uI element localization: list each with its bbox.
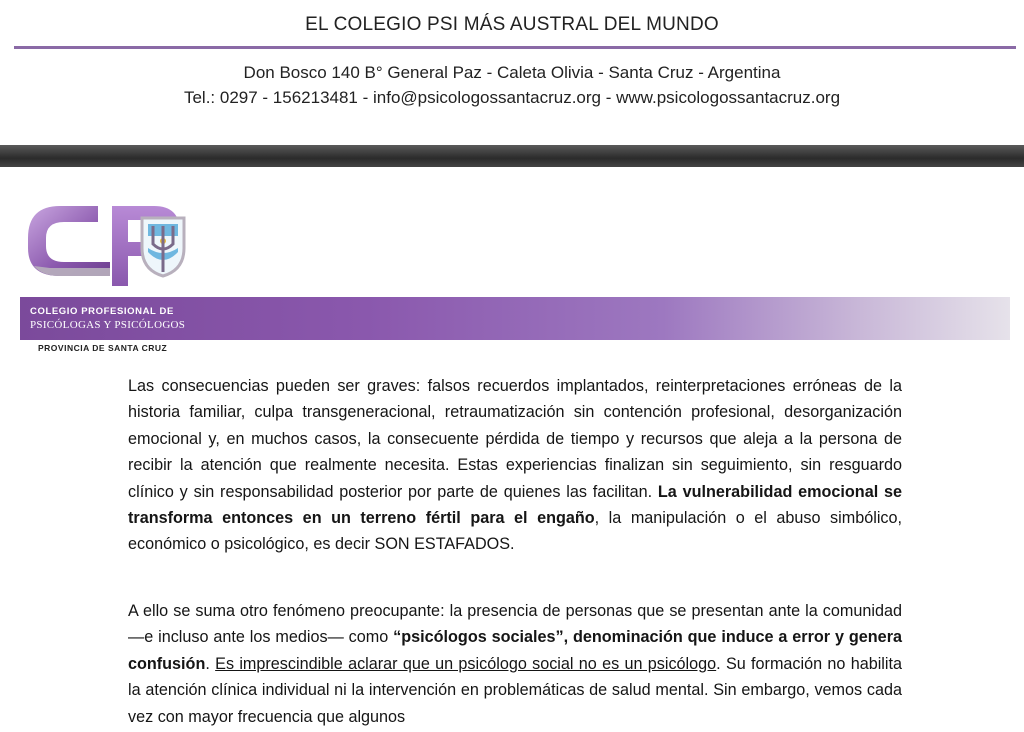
p1-text-b: , la manipulación o el abuso simbólico, económico o psicológico, es decir SON ESTAFADOS. — [128, 509, 903, 554]
p1-text-a: Las consecuencias pueden ser graves: falsos recuerdos implantados, reinterpretaciones erróneas de la historia familiar, culpa transgeneracional, retraumatización sin contención profesional, desorganización emocional y, en muchos casos, la consecuente pérdida de tiempo y recursos que aleja a la persona de recibir la atención que realmente necesita. Estas experiencias finalizan sin seguimiento, sin resguardo clínico y sin responsabilidad posterior por parte de quienes las facilitan. — [128, 377, 902, 501]
p2-text-b: . — [205, 654, 216, 673]
header-rule — [14, 46, 1016, 49]
dark-divider-band — [0, 145, 1024, 167]
institution-name-line1: COLEGIO PROFESIONAL DE — [30, 306, 174, 317]
paragraph-social-psychologists — [128, 598, 902, 730]
header-title: EL COLEGIO PSI MÁS AUSTRAL DEL MUNDO — [305, 14, 719, 35]
header-contact: Tel.: 0297 - 156213481 - info@psicologossantacruz.org - www.psicologossantacruz.org — [183, 88, 841, 107]
p2-text-c: . Su formación no habilita la atención clínica individual ni la intervención en problemáticas de salud mental. Sin embargo, vemos cada vez con mayor frecuencia que algunos — [128, 654, 903, 726]
p2-text-a: A ello se suma otro fenómeno preocupante: la presencia de personas que se presentan ante la comunidad —e incluso ante los medios— como — [128, 602, 902, 647]
province-label: PROVINCIA DE SANTA CRUZ — [38, 343, 168, 353]
p1-bold-text: La vulnerabilidad emocional se transforma entonces en un terreno fértil para el engaño — [128, 482, 902, 528]
institution-name-line2: PSICÓLOGAS Y PSICÓLOGOS — [30, 319, 186, 331]
cp-logo-mark — [20, 196, 200, 292]
paragraph-consequences — [128, 373, 902, 558]
p2-bold-text: “psicólogos sociales”, denominación que induce a error y genera confusión — [128, 628, 902, 673]
institution-band — [20, 297, 1010, 340]
logo — [20, 196, 200, 292]
p2-underlined-text: Es imprescindible aclarar que un psicólogo social no es un psicólogo — [215, 654, 717, 673]
header-address: Don Bosco 140 B° General Paz - Caleta Olivia - Santa Cruz - Argentina — [243, 63, 781, 82]
